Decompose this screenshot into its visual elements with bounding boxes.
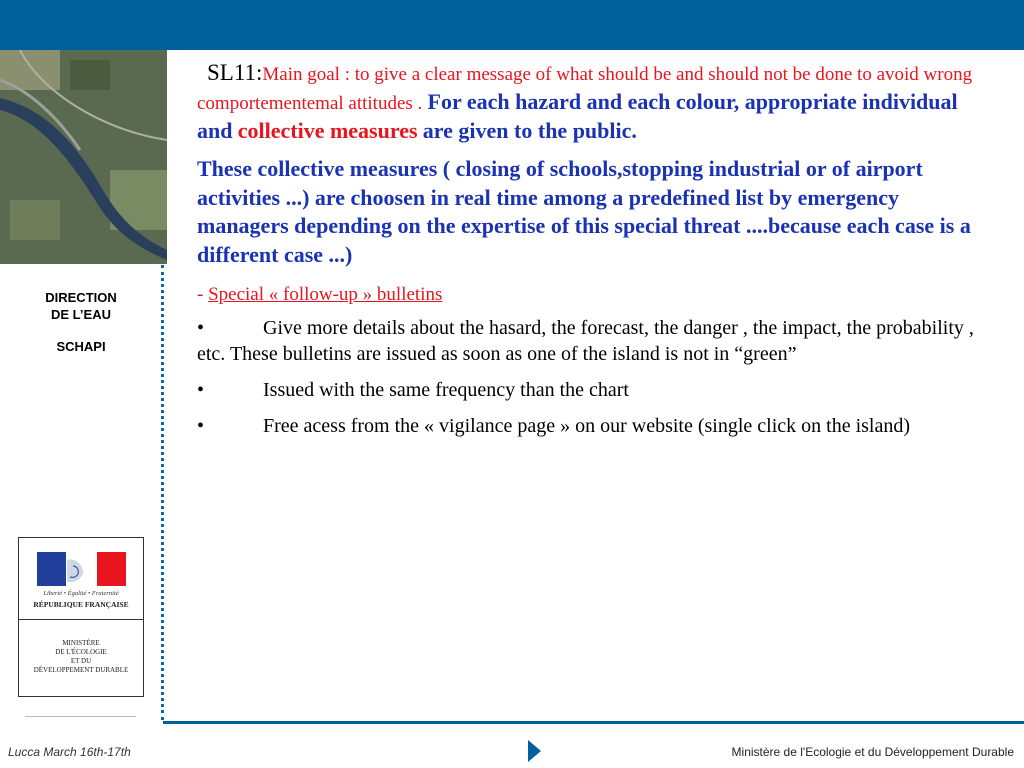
bulletins-link[interactable]: Special « follow-up » bulletins [208, 283, 443, 305]
slide-code: SL11 [207, 60, 256, 85]
collective-measures-paragraph: These collective measures ( closing of schools,stopping industrial or of airport activities ...) are choosen in real time among a predefined list by emergency managers depending on the expertise of this special threat ....because each case is a different case ...) [197, 156, 971, 267]
direction-line2: DE L’EAU [51, 307, 111, 322]
slide-code-colon: : [256, 60, 263, 85]
bulletins-dash: - [197, 283, 209, 305]
aerial-river-photo [0, 50, 167, 264]
bullet-item [197, 413, 987, 439]
logo-ministere [19, 639, 143, 675]
footer-event: Lucca March 16th-17th [8, 745, 131, 759]
sidebar-dotted-divider [161, 265, 164, 720]
bullet-text: Free acess from the « vigilance page » on our website (single click on the island) [263, 415, 911, 438]
goal-text: Main goal : to give a clear message of what should be and should not be done to avoid wrong comportementemal attitudes . [197, 64, 973, 114]
ministry-logo [18, 537, 144, 697]
bullet-text: Give more details about the hasard, the forecast, the danger , the impact, the probability , etc. These bulletins are issued as soon as one of the island is not in “green” [197, 317, 974, 366]
hazard-collective: collective measures [237, 117, 418, 143]
bullet-icon: • [197, 415, 205, 438]
schapi-label: SCHAPI [56, 339, 106, 354]
logo-underline [25, 716, 136, 717]
logo-ministere-line: DE L'ÉCOLOGIE [55, 648, 107, 656]
footer-ministry: Ministère de l'Ecologie et du Développement Durable [731, 745, 1014, 759]
hazard-text-1: For each hazard and each colour, appropriate individual and [197, 88, 958, 143]
bullet-item [197, 377, 987, 403]
bullet-item [197, 315, 987, 367]
logo-ministere-line: DÉVELOPPEMENT DURABLE [33, 666, 129, 674]
bulletins-heading [197, 280, 987, 308]
logo-ministere-line: MINISTÈRE [62, 639, 100, 647]
goal-paragraph [197, 58, 987, 145]
logo-ministere-line: ET DU [70, 657, 92, 665]
logo-divider [19, 619, 143, 620]
marianne-flag-icon [37, 552, 126, 586]
logo-republique: RÉPUBLIQUE FRANÇAISE [33, 600, 129, 609]
bullet-text: Issued with the same frequency than the chart [263, 379, 629, 402]
header-bar [0, 0, 1024, 50]
logo-motto: Liberté • Égalité • Fraternité [43, 590, 119, 597]
footer-divider [163, 721, 1024, 724]
hazard-text-2: are given to the public. [422, 117, 637, 143]
direction-label [20, 289, 142, 355]
bullet-icon: • [197, 379, 205, 402]
bullet-icon: • [197, 317, 205, 340]
play-arrow-icon[interactable] [528, 740, 541, 762]
slide-content [197, 58, 987, 449]
direction-line1: DIRECTION [45, 290, 117, 305]
